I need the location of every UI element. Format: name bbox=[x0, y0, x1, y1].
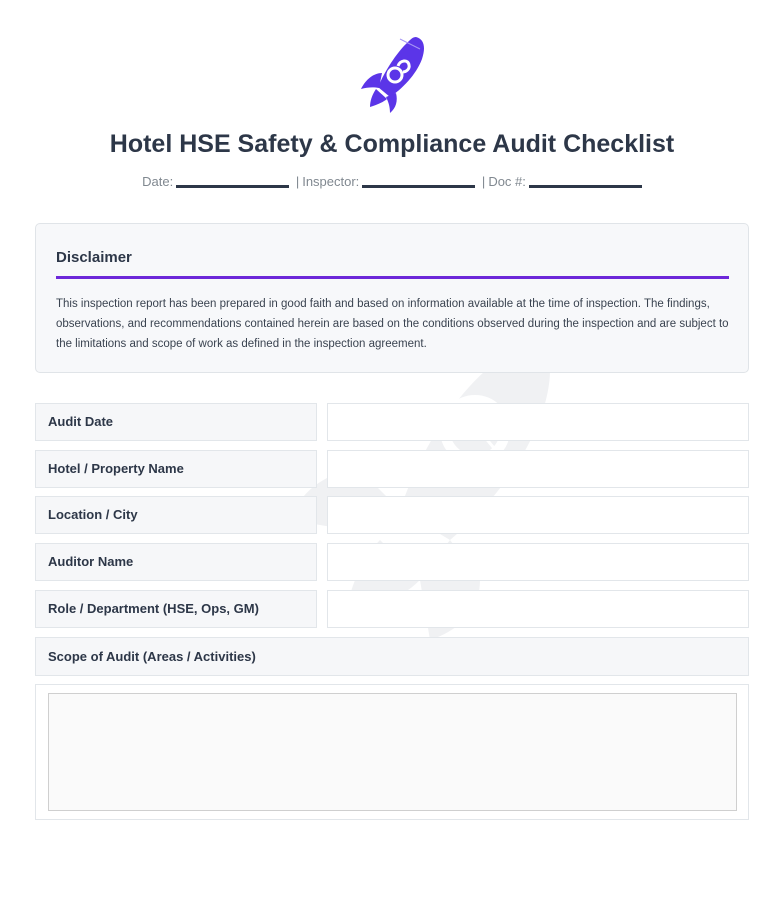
role-department-field[interactable] bbox=[327, 590, 749, 628]
form-row-role-department bbox=[35, 590, 749, 628]
disclaimer-text: This inspection report has been prepared in good faith and based on information available at the time of inspection. The findings, observations, and recommendations contained herein are based on the conditions observed during the inspection and are subject to the limitations and scope of work as defined in the inspection agreement. bbox=[56, 298, 729, 350]
inspector-blank-field[interactable] bbox=[362, 185, 475, 188]
auditor-name-field[interactable] bbox=[327, 543, 749, 581]
document-meta-line bbox=[0, 174, 784, 189]
disclaimer-box bbox=[35, 223, 749, 373]
field-label: Hotel / Property Name bbox=[35, 450, 317, 488]
inspector-label: Inspector: bbox=[302, 174, 360, 189]
field-label: Location / City bbox=[35, 496, 317, 534]
hotel-name-field[interactable] bbox=[327, 450, 749, 488]
doc-number-label: Doc #: bbox=[488, 174, 526, 189]
field-label: Audit Date bbox=[35, 403, 317, 441]
form-row-hotel-name bbox=[35, 450, 749, 488]
scope-container bbox=[35, 684, 749, 820]
disclaimer-heading: Disclaimer bbox=[56, 249, 132, 266]
date-label: Date: bbox=[142, 174, 174, 189]
disclaimer-divider bbox=[56, 276, 729, 279]
form-row-location bbox=[35, 496, 749, 534]
scope-textarea[interactable] bbox=[48, 693, 737, 811]
location-field[interactable] bbox=[327, 496, 749, 534]
form-row-auditor-name bbox=[35, 543, 749, 581]
rocket-logo-icon bbox=[358, 33, 428, 113]
field-label: Role / Department (HSE, Ops, GM) bbox=[35, 590, 317, 628]
scope-label: Scope of Audit (Areas / Activities) bbox=[35, 637, 749, 676]
audit-date-field[interactable] bbox=[327, 403, 749, 441]
form-row-audit-date bbox=[35, 403, 749, 441]
date-blank-field[interactable] bbox=[176, 185, 289, 188]
field-label: Auditor Name bbox=[35, 543, 317, 581]
document-title: Hotel HSE Safety & Compliance Audit Checklist bbox=[109, 130, 675, 158]
meta-separator: | bbox=[295, 174, 300, 189]
doc-number-blank-field[interactable] bbox=[529, 185, 642, 188]
meta-separator: | bbox=[481, 174, 486, 189]
